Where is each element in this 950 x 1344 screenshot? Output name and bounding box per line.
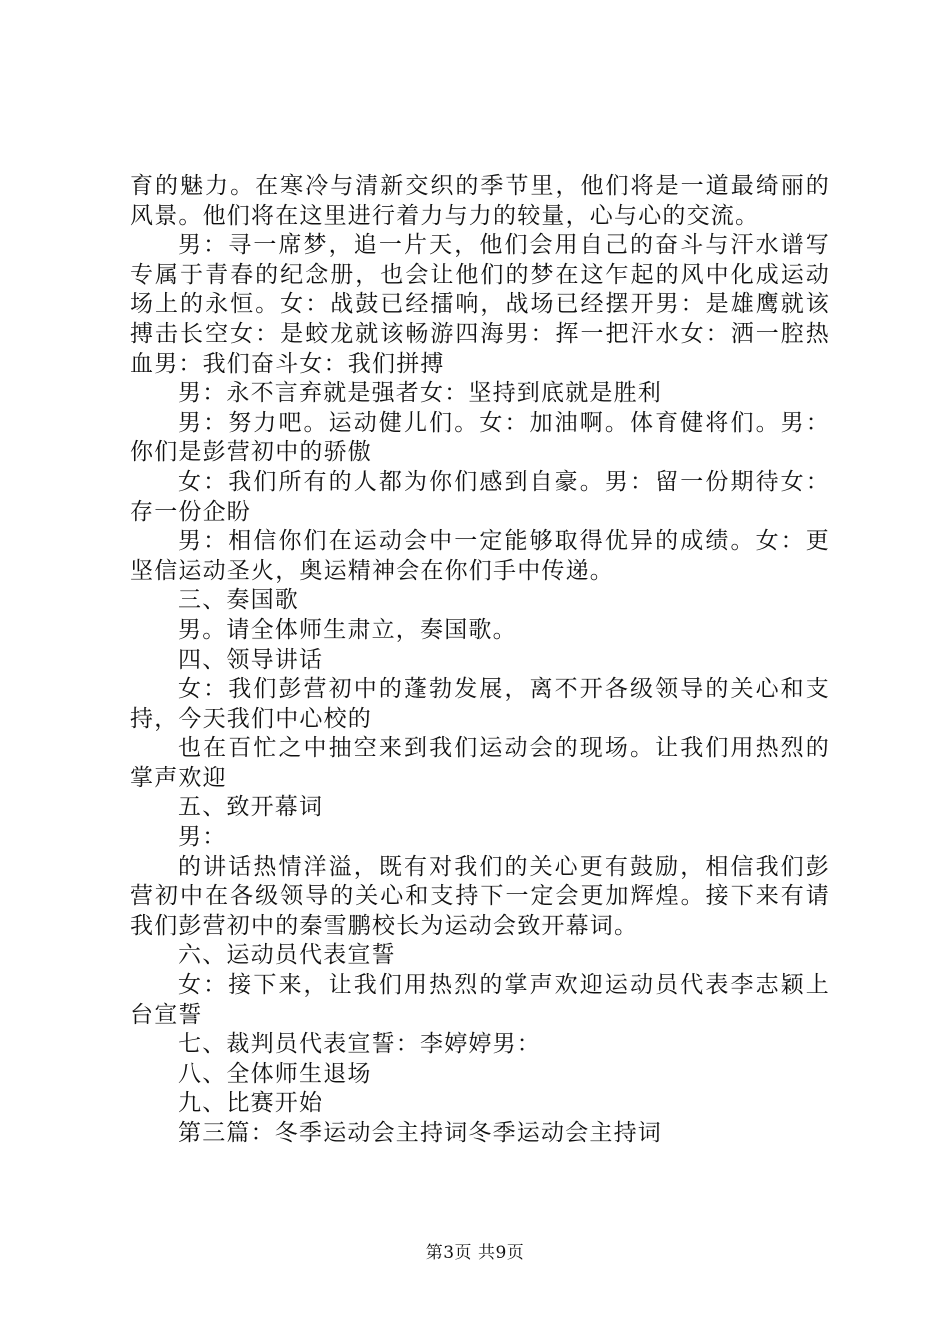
paragraph-dialogue-1: 男：寻一席梦，追一片天，他们会用自己的奋斗与汗水谱写专属于青春的纪念册，也会让他们的梦在这乍起的风中化成运动场上的永恒。女：战鼓已经擂响，战场已经摆开男：是雄鹰就该搏击长空女：是蛟龙就该畅游四海男：挥一把汗水女：洒一腔热血男：我们奋斗女：我们拼搏: [130, 232, 830, 377]
paragraph-leader-speech-1: 女：我们彭营初中的蓬勃发展，离不开各级领导的关心和支持，今天我们中心校的: [130, 676, 830, 732]
section-heading-start: 九、比赛开始: [178, 1090, 324, 1117]
paragraph-anthem: 男。请全体师生肃立，奏国歌。: [178, 616, 517, 643]
section-heading-exit: 八、全体师生退场: [178, 1060, 372, 1087]
paragraph-dialogue-2: 男：永不言弃就是强者女：坚持到底就是胜利: [178, 380, 662, 407]
paragraph-dialogue-4: 女：我们所有的人都为你们感到自豪。男：留一份期待女：存一份企盼: [130, 468, 830, 525]
document-body: [130, 172, 830, 1149]
paragraph-dialogue-3: 男：努力吧。运动健儿们。女：加油啊。体育健将们。男：你们是彭营初中的骄傲: [130, 409, 830, 466]
section-heading-opening-speech: 五、致开幕词: [178, 794, 324, 821]
paragraph-continuation: 育的魅力。在寒冷与清新交织的季节里，他们将是一道最绮丽的风景。他们将在这里进行着力与力的较量，心与心的交流。: [130, 173, 830, 229]
paragraph-opening-speech-1: 男：: [178, 824, 227, 851]
paragraph-dialogue-5: 男：相信你们在运动会中一定能够取得优异的成绩。女：更坚信运动圣火，奥运精神会在你们手中传递。: [130, 528, 830, 584]
section-heading-referee-oath: 七、裁判员代表宣誓：李婷婷男：: [178, 1031, 541, 1058]
section-heading-athlete-oath: 六、运动员代表宣誓: [178, 942, 396, 969]
paragraph-athlete-oath: 女：接下来，让我们用热烈的掌声欢迎运动员代表李志颖上台宣誓: [130, 972, 830, 1028]
paragraph-opening-speech-2: 的讲话热情洋溢，既有对我们的关心更有鼓励，相信我们彭营初中在各级领导的关心和支持下一定会更加辉煌。接下来有请我们彭营初中的秦雪鹏校长为运动会致开幕词。: [130, 853, 830, 939]
chapter-title-third: 第三篇：冬季运动会主持词冬季运动会主持词: [178, 1120, 662, 1146]
section-heading-anthem: 三、奏国歌: [178, 587, 299, 614]
paragraph-leader-speech-2: 也在百忙之中抽空来到我们运动会的现场。让我们用热烈的掌声欢迎: [130, 735, 830, 791]
page-number-footer: 第3页 共9页: [425, 1243, 525, 1263]
section-heading-leader-speech: 四、领导讲话: [178, 646, 324, 673]
